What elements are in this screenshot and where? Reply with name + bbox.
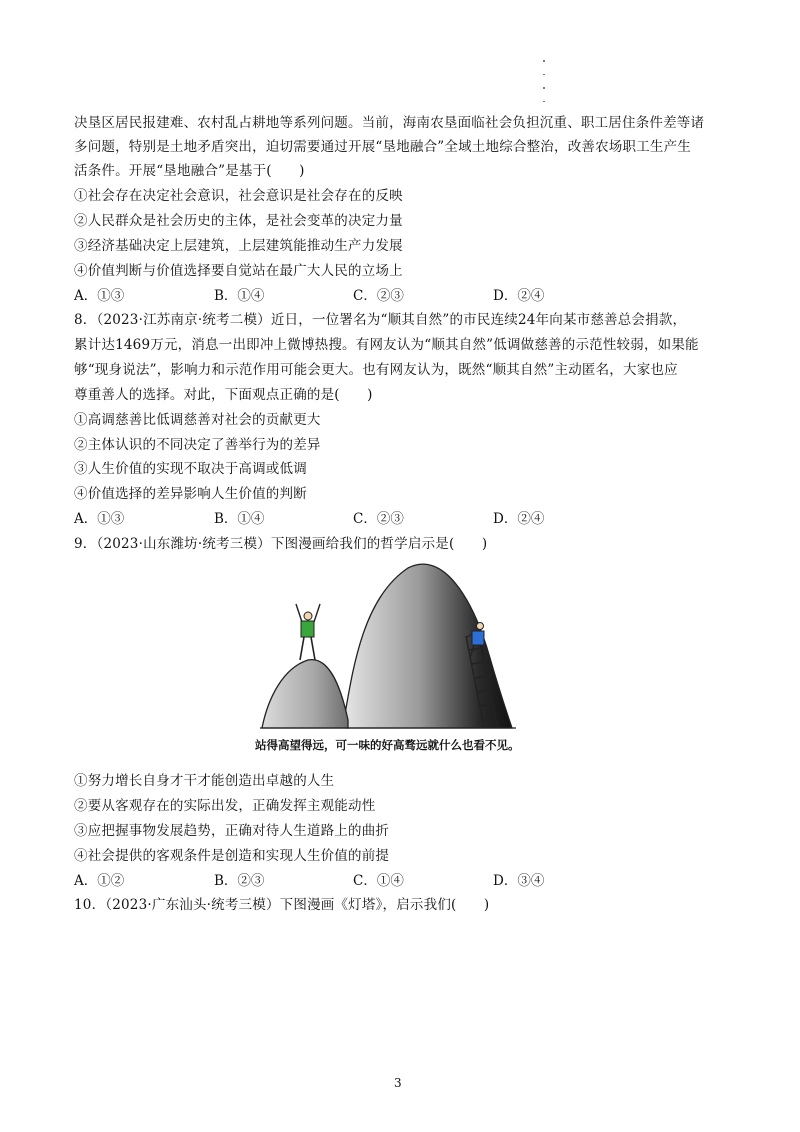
option-c[interactable]: C．①④	[353, 873, 404, 889]
option-b[interactable]: B．①④	[214, 288, 265, 304]
option-d[interactable]: D．②④	[493, 288, 545, 304]
q7-text-line: 活条件。开展“垦地融合”是基于( )	[74, 163, 305, 179]
q8-text-line: 够“现身说法”，影响力和示范作用可能会更大。也有网友认为，既然“顺其自然”主动匿名，大家也应	[74, 362, 678, 378]
option-c[interactable]: C．②③	[353, 511, 404, 527]
q8-text-line: 尊重善人的选择。对此，下面观点正确的是( )	[74, 387, 373, 403]
q10-text-line: 10．（2023·广东汕头·统考三模）下图漫画《灯塔》，启示我们( )	[74, 897, 490, 913]
q8-statement: ①高调慈善比低调慈善对社会的贡献更大	[74, 412, 321, 428]
q9-statement: ④社会提供的客观条件是创造和实现人生价值的前提	[74, 848, 390, 864]
option-b[interactable]: B．①④	[214, 511, 265, 527]
q7-text-line: 决垦区居民报建难、农村乱占耕地等系列问题。当前，海南农垦面临社会负担沉重、职工居住条件差等诸	[74, 115, 705, 131]
q8-statement: ②主体认识的不同决定了善举行为的差异	[74, 437, 321, 453]
q8-statement: ③人生价值的实现不取决于高调或低调	[74, 461, 307, 477]
q7-statement: ③经济基础决定上层建筑，上层建筑能推动生产力发展	[74, 238, 403, 254]
option-a[interactable]: A．①③	[74, 288, 125, 304]
q7-statement: ④价值判断与价值选择要自觉站在最广大人民的立场上	[74, 263, 403, 279]
option-c[interactable]: C．②③	[353, 288, 404, 304]
q8-text-line: 8．（2023·江苏南京·统考二模）近日，一位署名为“顺其自然”的市民连续24年向某市慈善总会捐款，	[74, 312, 687, 328]
q7-statement: ②人民群众是社会历史的主体，是社会变革的决定力量	[74, 213, 403, 229]
q7-statement: ①社会存在决定社会意识，社会意识是社会存在的反映	[74, 188, 403, 204]
q9-statement: ①努力增长自身才干才能创造出卓越的人生	[74, 773, 335, 789]
green-figure	[296, 604, 320, 660]
cartoon-figure	[258, 558, 528, 758]
option-d[interactable]: D．②④	[493, 511, 545, 527]
margin-dots	[543, 60, 545, 114]
option-b[interactable]: B．②③	[214, 873, 265, 889]
option-a[interactable]: A．①③	[74, 511, 125, 527]
mountain-cartoon-illustration	[258, 558, 528, 736]
q9-statement: ②要从客观存在的实际出发，正确发挥主观能动性	[74, 798, 376, 814]
option-a[interactable]: A．①②	[74, 873, 125, 889]
q7-text-line: 多问题，特别是土地矛盾突出，迫切需要通过开展“垦地融合”全域土地综合整治，改善农场职工生产生	[74, 139, 692, 155]
q9-text-line: 9．（2023·山东潍坊·统考三模）下图漫画给我们的哲学启示是( )	[74, 536, 488, 552]
q9-statement: ③应把握事物发展趋势，正确对待人生道路上的曲折	[74, 823, 390, 839]
q8-statement: ④价值选择的差异影响人生价值的判断	[74, 486, 307, 502]
page-number: 3	[394, 1076, 402, 1090]
q8-text-line: 累计达1469万元，消息一出即冲上微博热搜。有网友认为“顺其自然”低调做慈善的示范性较弱，如果能	[74, 337, 699, 353]
cartoon-caption: 站得高望得远，可一味的好高骛远就什么也看不见。	[255, 738, 520, 752]
option-d[interactable]: D．③④	[493, 873, 545, 889]
